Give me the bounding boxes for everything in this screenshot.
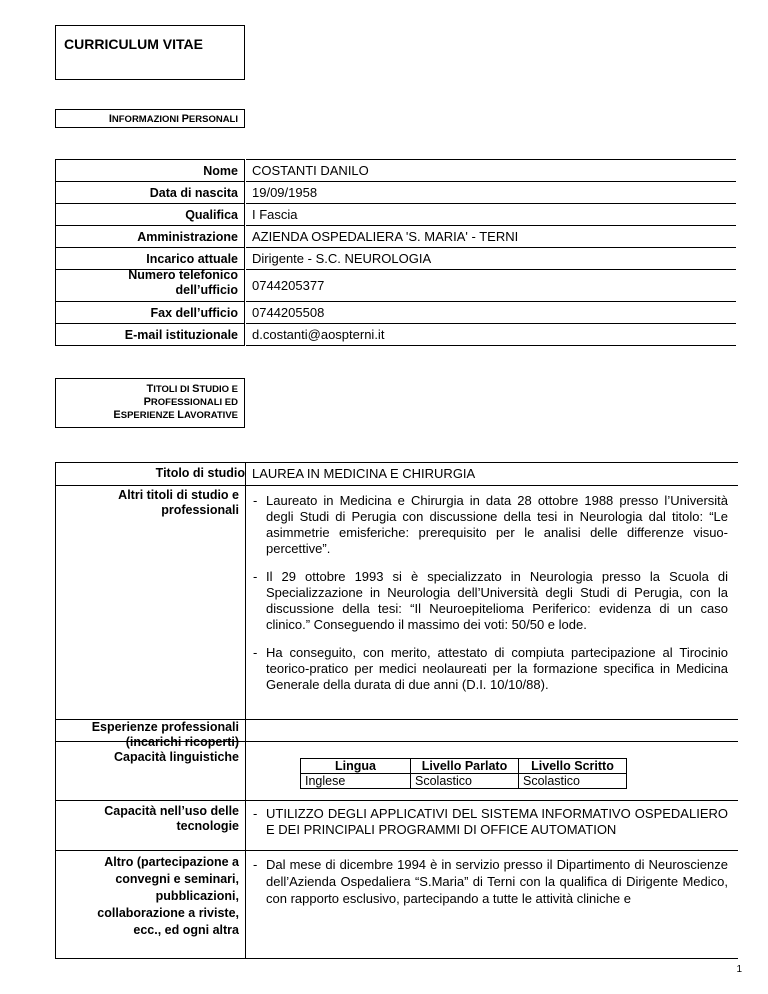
qualifica-label: Qualifica xyxy=(55,203,245,226)
list-item: - Laureato in Medicina e Chirurgia in data 28 ottobre 1988 presso l’Università degli Studi di Perugia con discussione della tesi in Neurologia dal titolo: “Le asimmetrie emisferiche: prerequisito per le analisi delle differenze visuo-percettive”. xyxy=(252,493,728,557)
altro-value-wrap xyxy=(252,856,728,907)
cv-title: CURRICULUM VITAE xyxy=(64,36,203,52)
nascita-value: 19/09/1958 xyxy=(246,181,736,204)
telefono-value: 0744205377 xyxy=(246,269,736,302)
tecnologie-label: Capacità nell’uso delle tecnologie xyxy=(104,804,239,833)
row-telefono xyxy=(55,269,736,302)
section-personal-info: INFORMAZIONI PERSONALI xyxy=(55,109,245,128)
tecnologie-value: - UTILIZZO DEGLI APPLICATIVI DEL SISTEMA INFORMATIVO OSPEDALIERO E DEI PRINCIPALI PROGRAMMI DI OFFICE AUTOMATION xyxy=(252,806,728,838)
page-number: 1 xyxy=(736,964,742,975)
altri-titoli-label: Altri titoli di studio e professionali xyxy=(118,488,239,517)
career-divider-5 xyxy=(55,850,738,851)
altro-value: - Dal mese di dicembre 1994 è in servizio presso il Dipartimento di Neuroscienze dell’Azienda Ospedaliera “S.Maria” di Terni con la qualifica di Dirigente Medico, con rapporto esclusivo, partecipando a tutte le attività cliniche e xyxy=(252,856,728,907)
esperienze-label: Esperienze professionali (incarichi ricoperti) Capacità linguistiche xyxy=(55,720,245,765)
email-label: E-mail istituzionale xyxy=(55,323,245,346)
fax-value: 0744205508 xyxy=(246,301,736,324)
amministrazione-value: AZIENDA OSPEDALIERA 'S. MARIA' - TERNI xyxy=(246,225,736,248)
row-data-nascita xyxy=(55,181,736,204)
incarico-value: Dirigente - S.C. NEUROLOGIA xyxy=(246,247,736,270)
lang-cell: Inglese xyxy=(301,774,411,789)
lang-header-lingua: Lingua xyxy=(301,759,411,774)
row-nome xyxy=(55,159,736,182)
row-incarico xyxy=(55,247,736,270)
incarico-label: Incarico attuale xyxy=(55,247,245,270)
career-top-line xyxy=(245,462,738,463)
lang-header-scritto: Livello Scritto xyxy=(519,759,627,774)
titolo-label: Titolo di studio xyxy=(155,466,245,480)
career-divider-4 xyxy=(55,800,738,801)
tecnologie-value-wrap xyxy=(252,806,728,838)
lingue-label: Capacità linguistiche xyxy=(113,750,239,764)
nascita-label: Data di nascita xyxy=(55,181,245,204)
career-divider-1-left xyxy=(55,485,246,486)
nome-value: COSTANTI DANILO xyxy=(246,159,736,182)
email-value: d.costanti@aospterni.it xyxy=(246,323,736,346)
career-divider-1 xyxy=(245,485,738,486)
page-bottom-rule xyxy=(55,958,738,959)
row-email xyxy=(55,323,736,346)
lang-header-parlato: Livello Parlato xyxy=(411,759,519,774)
list-item: - Ha conseguito, con merito, attestato di compiuta partecipazione al Tirocinio teorico-pratico per medici neolaureati per la formazione specifica in Medicina Generale della durata di due anni (D.I. 10/10/88). xyxy=(252,645,728,693)
section-titles: TITOLI DI STUDIO E PROFESSIONALI ED ESPERIENZE LAVORATIVE xyxy=(55,378,245,428)
row-fax xyxy=(55,301,736,324)
altro-label: Altro (partecipazione a convegni e seminari, pubblicazioni, collaborazione a riviste, ecc., ed ogni altra xyxy=(97,855,239,937)
altri-titoli-list xyxy=(252,493,728,693)
lang-cell: Scolastico xyxy=(411,774,519,789)
titolo-value: LAUREA IN MEDICINA E CHIRURGIA xyxy=(252,466,476,481)
lang-cell: Scolastico xyxy=(519,774,627,789)
row-qualifica xyxy=(55,203,736,226)
cv-title-box xyxy=(55,25,245,80)
language-table xyxy=(300,758,627,789)
telefono-label: Numero telefonico dell’ufficio xyxy=(55,269,245,302)
nome-label: Nome xyxy=(55,159,245,182)
list-item: - Il 29 ottobre 1993 si è specializzato in Neurologia presso la Scuola di Specializzazione in Neurologia dell’Università degli Studi di Perugia, con la discussione della tesi: “Il Neuroepitelioma Periferico: evidenza di un caso clinico.” Conseguendo il massimo dei voti: 50/50 e lode. xyxy=(252,569,728,633)
row-amministrazione xyxy=(55,225,736,248)
amministrazione-label: Amministrazione xyxy=(55,225,245,248)
fax-label: Fax dell’ufficio xyxy=(55,301,245,324)
qualifica-value: I Fascia xyxy=(246,203,736,226)
